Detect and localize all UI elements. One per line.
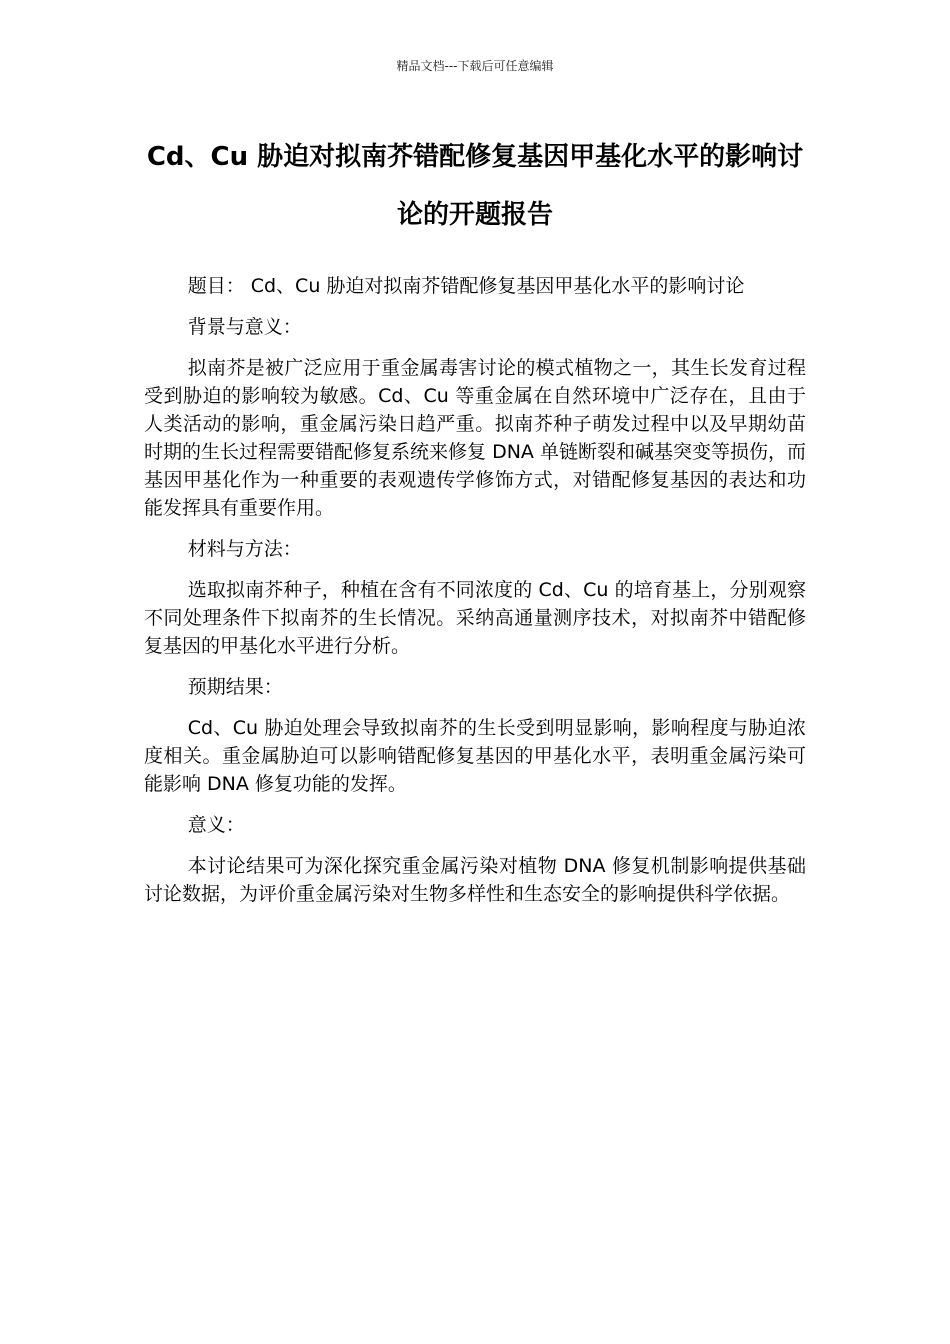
header-note: 精品文档---下载后可任意编辑	[396, 59, 554, 73]
significance-paragraph: 本讨论结果可为深化探究重金属污染对植物 DNA 修复机制影响提供基础讨论数据，为评价重金属污染对生物多样性和生态安全的影响提供科学依据。	[144, 855, 806, 905]
methods-paragraph: 选取拟南芥种子，种植在含有不同浓度的 Cd、Cu 的培育基上，分别观察不同处理条件下拟南芥的生长情况。采纳高通量测序技术，对拟南芥中错配修复基因的甲基化水平进行分析。	[144, 579, 806, 657]
results-paragraph: Cd、Cu 胁迫处理会导致拟南芥的生长受到明显影响，影响程度与胁迫浓度相关。重金属胁迫可以影响错配修复基因的甲基化水平，表明重金属污染可能影响 DNA 修复功能的发挥。	[144, 717, 806, 795]
document-title: Cd、Cu 胁迫对拟南芥错配修复基因甲基化水平的影响讨论的开题报告	[146, 142, 804, 230]
background-paragraph: 拟南芥是被广泛应用于重金属毒害讨论的模式植物之一，其生长发育过程受到胁迫的影响较为敏感。Cd、Cu 等重金属在自然环境中广泛存在，且由于人类活动的影响，重金属污染日趋严重。拟南芥种子萌发过程中以及早期幼苗时期的生长过程需要错配修复系统来修复 DNA 单链断裂和碱基突变等损伤，而基因甲基化作为一种重要的表观遗传学修饰方式，对错配修复基因的表达和功能发挥具有重要作用。	[144, 357, 806, 519]
significance-label: 意义：	[187, 814, 245, 836]
results-label: 预期结果：	[187, 676, 283, 698]
topic-line: 题目： Cd、Cu 胁迫对拟南芥错配修复基因甲基化水平的影响讨论	[187, 275, 745, 297]
background-label: 背景与意义：	[187, 316, 302, 338]
document-body	[144, 272, 806, 908]
methods-label: 材料与方法：	[187, 538, 302, 560]
